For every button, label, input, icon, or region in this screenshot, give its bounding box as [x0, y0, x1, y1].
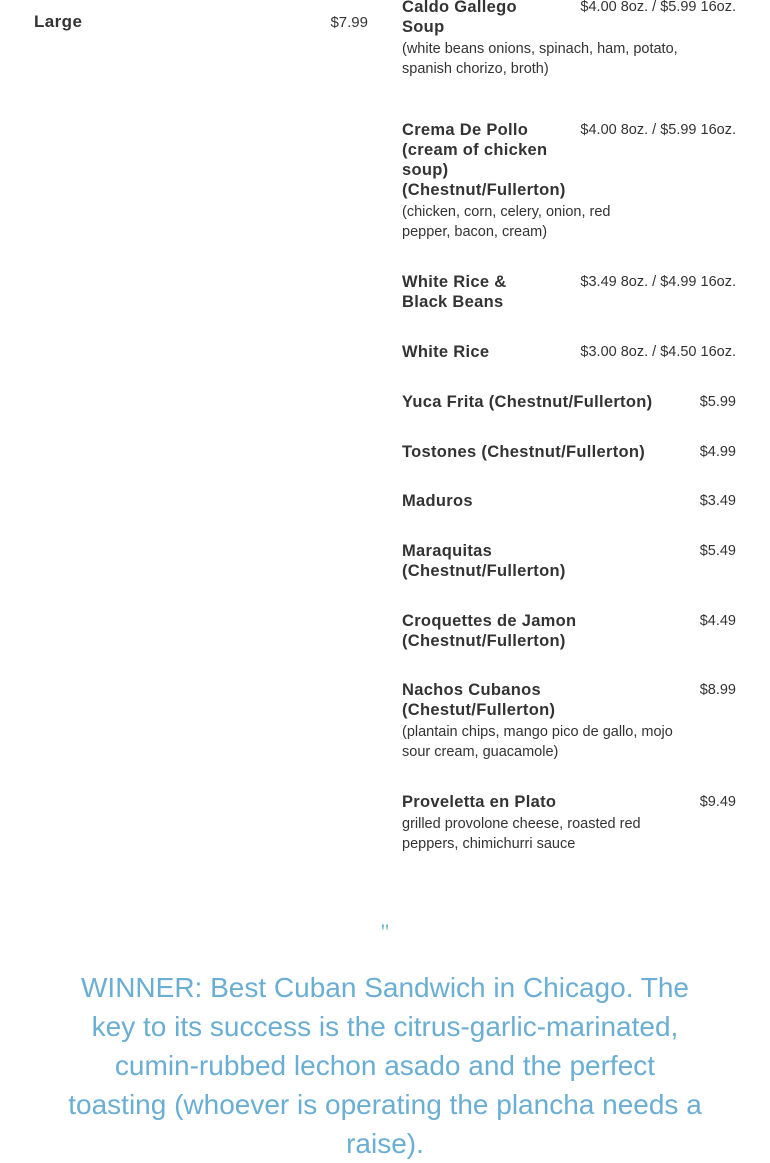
menu-item-nachos-cubanos: [402, 680, 736, 762]
menu-item-price: $4.99: [699, 444, 736, 460]
menu-item-name: White Rice: [402, 343, 490, 361]
menu-item-price: $3.49 8oz. / $4.99 16oz.: [580, 274, 736, 290]
menu-item-croquettes-de-jamon: [402, 611, 736, 651]
menu-item-name: Yuca Frita (Chestnut/Fullerton): [402, 393, 653, 411]
menu-item-crema-de-pollo: [402, 120, 736, 242]
menu-item-name: Large: [34, 12, 83, 31]
menu-item-name: Nachos Cubanos (Chestut/Fullerton): [402, 681, 556, 719]
menu-item-large: [34, 12, 368, 32]
menu-item-yuca-frita: [402, 392, 736, 412]
menu-item-proveletta-en-plato: [402, 792, 736, 854]
quote-text: WINNER: Best Cuban Sandwich in Chicago. The key to its success is the citrus-garlic-marinated, cumin-rubbed lechon asado and the perfect toasting (whoever is operating the plancha needs a raise).: [68, 972, 702, 1159]
menu-item-caldo-gallego: [402, 0, 736, 79]
menu-item-price: $4.00 8oz. / $5.99 16oz.: [580, 0, 736, 15]
menu-item-white-rice: [402, 342, 736, 362]
menu-item-description: grilled provolone cheese, roasted red peppers, chimichurri sauce: [402, 816, 641, 852]
menu-item-maraquitas: [402, 541, 736, 581]
right-menu-column: [402, 0, 736, 876]
menu-item-name: White Rice & Black Beans: [402, 273, 507, 311]
menu-item-name: Croquettes de Jamon (Chestnut/Fullerton): [402, 612, 577, 650]
menu-item-maduros: [402, 491, 736, 511]
menu-item-price: $3.00 8oz. / $4.50 16oz.: [580, 344, 736, 360]
menu-item-tostones: [402, 442, 736, 462]
menu-item-description: (plantain chips, mango pico de gallo, mojo sour cream, guacamole): [402, 724, 673, 760]
menu-item-name: Crema De Pollo (cream of chicken soup) (Chestnut/Fullerton): [402, 121, 566, 199]
menu-item-price: $4.00 8oz. / $5.99 16oz.: [580, 122, 736, 138]
menu-item-price: $9.49: [699, 794, 736, 810]
menu-item-name: Caldo Gallego Soup: [402, 0, 517, 36]
menu-item-white-rice-black-beans: [402, 272, 736, 312]
menu-item-price: $5.99: [699, 394, 736, 410]
menu-item-price: $3.49: [699, 493, 736, 509]
menu-item-price: $7.99: [330, 14, 368, 31]
menu-item-price: $5.49: [699, 543, 736, 559]
menu-item-description: (chicken, corn, celery, onion, red pepper, bacon, cream): [402, 204, 611, 240]
menu-item-name: Maduros: [402, 492, 473, 510]
left-menu-column: [34, 12, 368, 32]
testimonial-quote: [0, 918, 770, 1163]
menu-item-price: $8.99: [699, 682, 736, 698]
quote-mark-icon: ": [380, 919, 390, 944]
menu-item-name: Maraquitas (Chestnut/Fullerton): [402, 542, 566, 580]
menu-item-price: $4.49: [699, 613, 736, 629]
menu-item-description: (white beans onions, spinach, ham, potato, spanish chorizo, broth): [402, 41, 678, 77]
menu-item-name: Tostones (Chestnut/Fullerton): [402, 443, 646, 461]
menu-item-name: Proveletta en Plato: [402, 793, 557, 811]
